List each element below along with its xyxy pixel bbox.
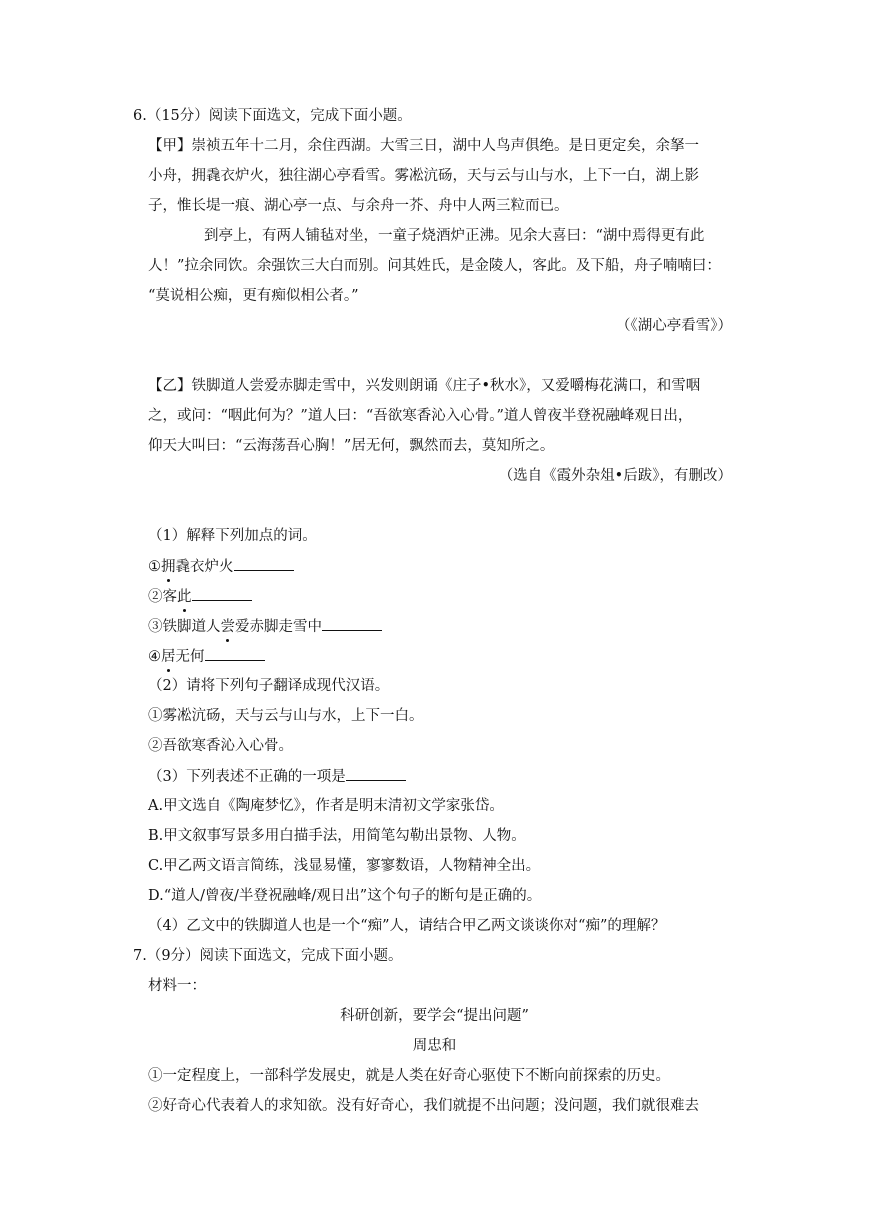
dotted-word: 拥	[161, 559, 176, 575]
vocab-item-4: ④居无何	[148, 646, 265, 667]
choice-option-c: C.甲乙两文语言简练，浅显易懂，寥寥数语，人物精神全出。	[148, 858, 541, 874]
passage-jia-line: 【甲】崇祯五年十二月，余住西湖。大雪三日，湖中人鸟声俱绝。是日更定矣，余拏一	[148, 138, 699, 154]
article-title: 科研创新，要学会“提出问题”	[340, 1008, 529, 1024]
passage-jia-line: 子，惟长堤一痕、湖心亭一点、与余舟一芥、舟中人两三粒而已。	[148, 198, 569, 214]
article-paragraph: ②好奇心代表着人的求知欲。没有好奇心，我们就提不出问题；没问题，我们就很难去	[148, 1098, 699, 1114]
vocab-item-1: ①拥毳衣炉火	[148, 556, 294, 577]
answer-blank[interactable]	[322, 616, 382, 631]
subquestion-2-title: （2）请将下列句子翻译成现代汉语。	[148, 678, 390, 694]
passage-jia-line: 人！”拉余同饮。余强饮三大白而别。问其姓氏，是金陵人，客此。及下船，舟子喃喃曰：	[148, 258, 721, 274]
dotted-word: 此	[177, 589, 192, 605]
answer-blank[interactable]	[346, 766, 406, 781]
passage-yi-line: 仰天大叫曰：“云海荡吾心胸！”居无何，飘然而去，莫知所之。	[148, 438, 555, 454]
passage-jia-source: （《湖心亭看雪》）	[616, 318, 732, 334]
article-author: 周忠和	[412, 1038, 457, 1054]
passage-jia-line: 小舟，拥毳衣炉火，独往湖心亭看雪。雾凇沆砀，天与云与山与水，上下一白，湖上影	[148, 168, 699, 184]
subquestion-1-title: （1）解释下列加点的词。	[148, 528, 317, 544]
passage-jia-line: 到亭上，有两人铺毡对坐，一童子烧酒炉正沸。见余大喜曰：“湖中焉得更有此	[204, 228, 705, 244]
dotted-word: 尝	[220, 619, 235, 635]
passage-yi-source: （选自《霞外杂俎•后跋》，有删改）	[498, 468, 732, 484]
vocab-item-2: ②客此	[148, 586, 252, 607]
choice-option-d: D.“道人/曾夜/半登祝融峰/观日出”这个句子的断句是正确的。	[148, 888, 542, 904]
answer-blank[interactable]	[234, 556, 294, 571]
passage-yi-line: 之，或问：“咽此何为？”道人曰：“吾欲寒香沁入心骨。”道人曾夜半登祝融峰观日出，	[148, 408, 693, 424]
material-label: 材料一：	[148, 978, 206, 994]
dotted-word: 居	[161, 649, 176, 665]
translate-item-2: ②吾欲寒香沁入心骨。	[148, 738, 293, 754]
question-7-header: 7.（9分）阅读下面选文，完成下面小题。	[133, 948, 403, 964]
answer-blank[interactable]	[192, 586, 252, 601]
choice-option-a: A.甲文选自《陶庵梦忆》，作者是明末清初文学家张岱。	[148, 798, 504, 814]
subquestion-4-title: （4）乙文中的铁脚道人也是一个“痴”人，请结合甲乙两文谈谈你对“痴”的理解？	[148, 918, 666, 934]
choice-option-b: B.甲文叙事写景多用白描手法，用简笔勾勒出景物、人物。	[148, 828, 526, 844]
passage-yi-line: 【乙】铁脚道人尝爱赤脚走雪中，兴发则朗诵《庄子•秋水》，又爱嚼梅花满口，和雪咽	[148, 378, 701, 394]
subquestion-3-title: （3）下列表述不正确的一项是	[148, 766, 406, 787]
vocab-item-3: ③铁脚道人尝爱赤脚走雪中	[148, 616, 382, 637]
passage-jia-line: “莫说相公痴，更有痴似相公者。”	[148, 288, 359, 304]
question-6-header: 6.（15分）阅读下面选文，完成下面小题。	[133, 108, 412, 124]
answer-blank[interactable]	[205, 646, 265, 661]
article-paragraph: ①一定程度上，一部科学发展史，就是人类在好奇心驱使下不断向前探索的历史。	[148, 1068, 670, 1084]
translate-item-1: ①雾凇沆砀，天与云与山与水，上下一白。	[148, 708, 424, 724]
